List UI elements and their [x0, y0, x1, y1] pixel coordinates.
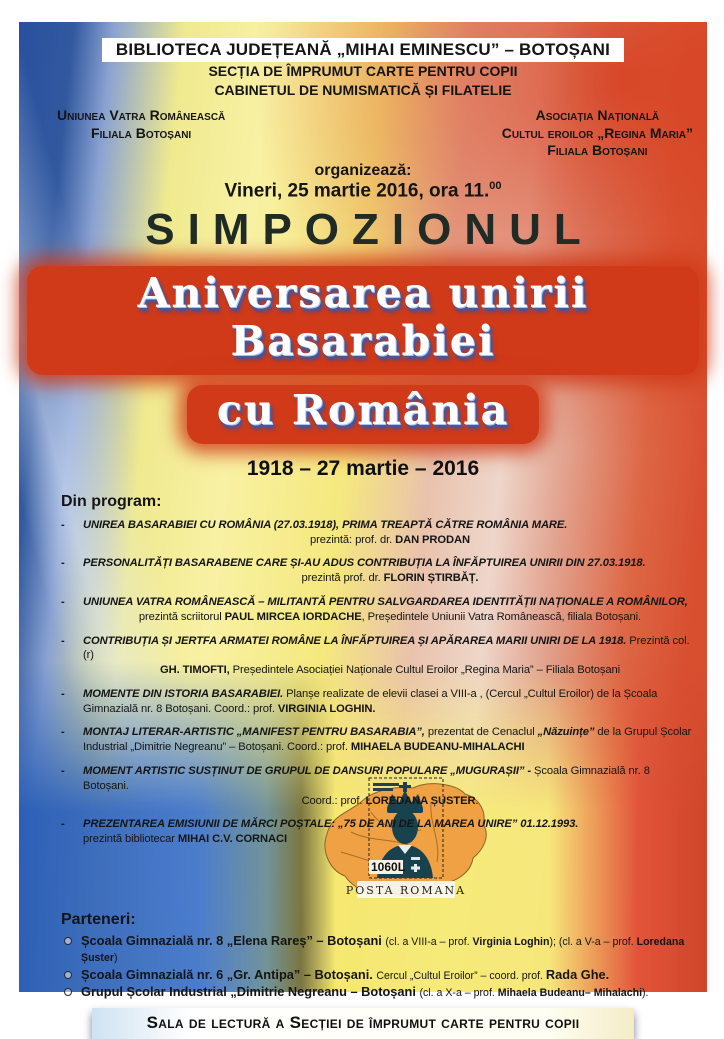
text-segment: Prezintă col. (r) [83, 634, 690, 662]
poster [19, 22, 707, 1033]
text-segment: CONTRIBUȚIA ȘI JERTFA ARMATEI ROMÂNE LA ÎNFĂPTUIREA ȘI APĂRAREA MARII UNIRI DE LA 1918. [83, 634, 627, 647]
text-segment: prezintă prof. dr. [301, 572, 384, 585]
program-item-title [83, 518, 697, 533]
program-item-detail [83, 533, 697, 548]
program-item-detail [83, 663, 697, 678]
event-time-superscript: 00 [489, 179, 502, 192]
main-title-line1: Aniversarea unirii Basarabiei [137, 269, 589, 365]
program-item [61, 595, 697, 625]
organizer-right [502, 107, 693, 160]
partner-item [61, 933, 697, 966]
text-segment: . [475, 794, 479, 807]
event-datetime [19, 180, 707, 202]
organizer-left-line2: Filiala Botoșani [91, 124, 192, 141]
text-segment: Școala Gimnazială nr. 6 „Gr. Antipa” – Botoșani. [81, 966, 377, 982]
text-segment: MOMENT ARTISTIC SUSȚINUT DE GRUPUL DE DANSURI POPULARE „MUGURAȘII” - [83, 765, 531, 778]
text-segment: MONTAJ LITERAR-ARTISTIC „MANIFEST PENTRU BASARABIA”, [83, 726, 425, 739]
text-segment: prezintă scriitorul [138, 610, 225, 623]
text-segment: Mihaela Budeanu– Mihalachi [497, 986, 643, 999]
organizers-row [57, 107, 693, 160]
venue-banner [92, 1008, 634, 1039]
text-segment: FLORIN ȘTIRBĂȚ. [383, 572, 479, 585]
text-segment: PERSONALITĂȚI BASARABENE CARE ȘI-AU ADUS CONTRIBUȚIA LA ÎNFĂPTUIREA UNIRII DIN 27.03.1918. [83, 557, 646, 570]
program-item-detail [83, 571, 697, 586]
program-item-body [83, 725, 697, 755]
main-title-band-line2 [187, 385, 539, 444]
symposium-kicker: SIMPOZIONUL [145, 205, 594, 255]
text-segment: Rada Ghe. [545, 966, 610, 982]
bullet-dash: - [61, 726, 65, 739]
bullet-dash: - [61, 765, 65, 778]
section-title: SECȚIA DE ÎMPRUMUT CARTE PENTRU COPII [208, 63, 518, 80]
program-item-body [83, 556, 697, 586]
text-segment: ); (cl. a V-a – prof. [549, 935, 637, 948]
partner-item-text [81, 967, 609, 983]
text-segment: MOMENTE DIN ISTORIA BASARABIEI. [83, 687, 284, 700]
organizer-left-line1: Uniunea Vatra Românească [57, 107, 226, 124]
bullet-dash: - [61, 596, 65, 609]
text-segment: , Președintele Uniunii Vatra Românească, filiala Botoșani. [361, 610, 642, 623]
program-item-detail [83, 832, 697, 847]
program-item [61, 725, 697, 755]
organizer-right-line1: Asociația Națională [535, 107, 660, 124]
program-item-title [83, 595, 697, 610]
bullet-dash: - [61, 687, 65, 700]
program-item-title [83, 725, 697, 755]
program-item [61, 634, 697, 678]
program-item [61, 687, 697, 717]
organizer-right-line3: Filiala Botoșani [547, 142, 648, 159]
text-segment: Loredana Șuster [81, 935, 685, 965]
header [19, 38, 707, 99]
text-segment: UNIUNEA VATRA ROMÂNEASCĂ – MILITANTĂ PENTRU SALVGARDAREA IDENTITĂȚII NAȚIONALE A ROMÂNILOR, [83, 596, 688, 609]
program-item-detail [83, 610, 697, 625]
text-segment: Coord.: prof. [301, 794, 366, 807]
stamp-value: 1060L [371, 860, 406, 874]
text-segment: DAN PRODAN [395, 533, 470, 546]
text-segment: „Năzuințe” [537, 726, 595, 739]
bullet-circle-icon [64, 971, 72, 979]
text-segment: Virginia Loghin [472, 935, 550, 948]
partners-section [61, 911, 697, 1000]
main-title-line2: cu România [216, 385, 510, 434]
main-title-band-line1 [27, 266, 699, 374]
bullet-dash: - [61, 518, 65, 531]
text-segment: (cl. a X-a – prof. [419, 986, 498, 999]
text-segment: PREZENTAREA EMISIUNII DE MĂRCI POȘTALE: „75 DE ANI DE LA MAREA UNIRE” 01.12.1993. [83, 818, 579, 831]
program-item-title [83, 634, 697, 664]
text-segment: ) [113, 952, 118, 965]
program-item-body [83, 595, 697, 625]
program-item-body [83, 518, 697, 548]
text-segment: ). [642, 986, 649, 999]
venue-text: Sala de lectură a Secției de împrumut carte pentru copii [146, 1013, 580, 1033]
bullet-circle-icon [64, 988, 72, 996]
text-segment: LOREDANA ȘUSTER [365, 794, 476, 807]
text-segment: Planșe realizate de elevii clasei a VIII-a , (Cercul „Cultul Eroilor) de la Școala Gimnazială nr. 8 Botoșani. Coord.: prof. [83, 687, 658, 715]
program-item-title [83, 556, 697, 571]
text-segment: prezintă: prof. dr. [310, 533, 396, 546]
institution-title: BIBLIOTECA JUDEȚEANĂ „MIHAI EMINESCU” – BOTOȘANI [102, 38, 624, 62]
text-segment: MIHAI C.V. CORNACI [177, 833, 287, 846]
cabinet-title: CABINETUL DE NUMISMATICĂ ȘI FILATELIE [214, 81, 512, 98]
program-item-body [83, 817, 697, 847]
text-segment: (cl. a VIII-a – prof. [385, 935, 473, 948]
anniversary-date-range: 1918 – 27 martie – 2016 [246, 456, 480, 480]
text-segment: MIHAELA BUDEANU-MIHALACHI [350, 741, 525, 754]
text-segment: GH. TIMOFTI, [160, 664, 230, 677]
text-segment: Președintele Asociației Naționale Cultul Eroilor „Regina Maria” – Filiala Botoșani [229, 664, 620, 677]
program-section [61, 493, 697, 847]
partners-list [61, 933, 697, 1000]
text-segment: prezentat de Cenaclul [424, 726, 538, 739]
program-item-detail [83, 794, 697, 809]
program-item [61, 518, 697, 548]
program-item [61, 556, 697, 586]
partners-heading: Parteneri: [61, 910, 136, 928]
organizes-label: organizează: [314, 161, 412, 179]
bullet-dash: - [61, 557, 65, 570]
partner-item-text [81, 933, 697, 966]
text-segment: de la Grupul Școlar Industrial „Dimitrie Negreanu” – Botoșani. Coord.: prof. [83, 726, 692, 754]
program-item-body [83, 634, 697, 678]
organizer-right-line2: Cultul eroilor „Regina Maria” [501, 124, 693, 141]
bullet-dash: - [61, 818, 65, 831]
text-segment: Grupul Școlar Industrial „Dimitrie Negreanu – Botoșani [81, 983, 420, 999]
bullet-dash: - [61, 634, 65, 647]
program-item-body [83, 764, 697, 808]
program-item-title [83, 764, 697, 794]
program-item [61, 764, 697, 808]
text-segment: Cercul „Cultul Eroilor” – coord. prof. [376, 969, 546, 982]
program-item-title [83, 687, 697, 717]
partner-item [61, 967, 697, 983]
text-segment: prezintă bibliotecar [83, 833, 178, 846]
organizer-left [57, 107, 225, 160]
text-segment: PAUL MIRCEA IORDACHE [224, 610, 362, 623]
program-item-body [83, 687, 697, 717]
partner-item-text [81, 984, 649, 1000]
text-segment: Școala Gimnazială nr. 8 Botoșani. [83, 765, 650, 792]
text-segment: VIRGINIA LOGHIN. [277, 702, 376, 715]
program-item-title [83, 817, 697, 832]
event-date-text: Vineri, 25 martie 2016, ora 11. [224, 180, 490, 202]
program-list [61, 518, 697, 847]
stamp-country: POSTA ROMANA [345, 884, 467, 897]
text-segment: UNIREA BASARABIEI CU ROMÂNIA (27.03.1918), PRIMA TREAPTĂ CĂTRE ROMÂNIA MARE. [83, 518, 568, 531]
partner-item [61, 984, 697, 1000]
text-segment: Școala Gimnazială nr. 8 „Elena Rareș” – Botoșani [81, 932, 386, 948]
program-item [61, 817, 697, 847]
program-heading: Din program: [61, 492, 162, 510]
bullet-circle-icon [64, 937, 72, 945]
